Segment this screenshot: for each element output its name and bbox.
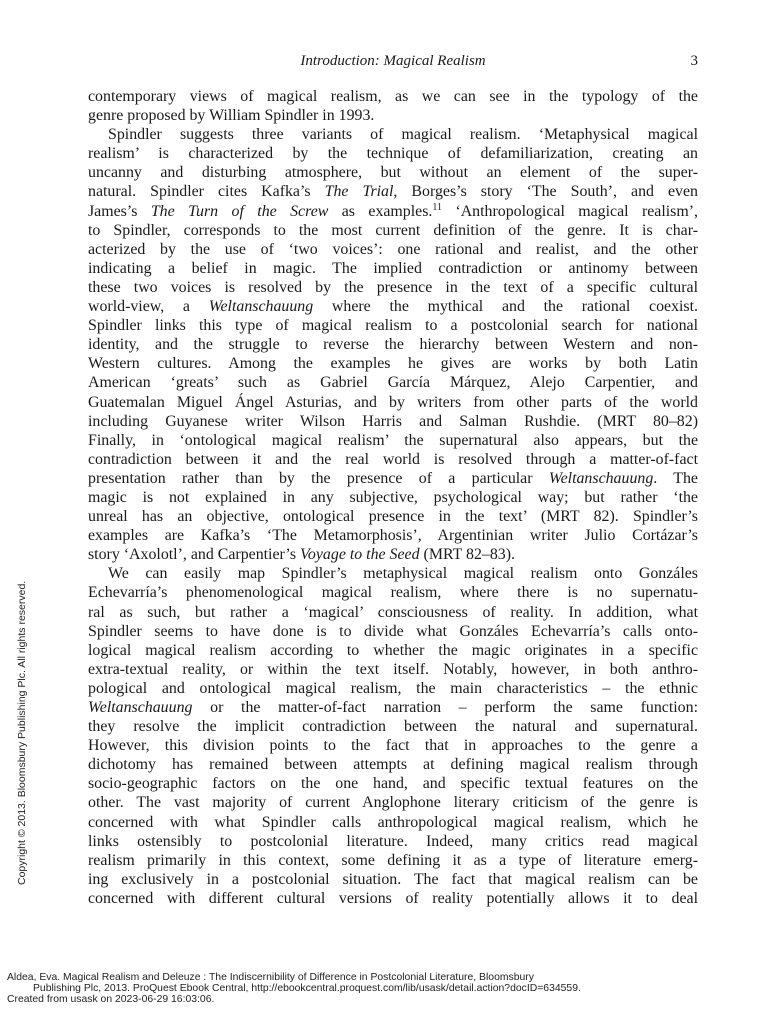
text-line: to Spindler, corresponds to the most current definition of the genre. It is char- (88, 221, 698, 239)
text-line: unreal has an objective, ontological presence in the text’ (MRT 82). Spindler’s (88, 508, 698, 526)
citation-footer (7, 972, 762, 1005)
text-line: uncanny and disturbing atmosphere, but without an element of the super- (88, 164, 698, 182)
text-line: indicating a belief in magic. The implied contradiction or antinomy between (88, 259, 698, 277)
text-line: presentation rather than by the presence of a particular Weltanschauung. The (88, 469, 698, 487)
text-line: contradiction between it and the real world is resolved through a matter-of-fact (88, 450, 698, 468)
italic-title: Voyage to the Seed (299, 546, 420, 564)
text-line: socio-geographic factors on the one hand, and specific textual features on the (88, 775, 698, 793)
text-line: they resolve the implicit contradiction between the natural and supernatural. (88, 718, 698, 736)
text-line: magic is not explained in any subjective, psychological way; but rather ‘the (88, 488, 698, 506)
created-line: Created from usask on 2023-06-29 16:03:06. (7, 994, 215, 1005)
text-line: We can easily map Spindler’s metaphysical magical realism onto Gonzáles (108, 565, 698, 583)
text-line: logical magical realism according to whether the magic originates in a specific (88, 641, 698, 659)
copyright-notice: Copyright © 2013. Bloomsbury Publishing Plc. All rights reserved. (16, 580, 28, 885)
citation-line: Publishing Plc, 2013. ProQuest Ebook Central, http://ebookcentral.proquest.com/lib/usask/detail.action?docID=634559. (33, 983, 581, 994)
text-line: extra-textual reality, or within the text itself. Notably, however, in both anthro- (88, 660, 698, 678)
text-line: Finally, in ‘ontological magical realism’ the supernatural also appears, but the (88, 431, 698, 449)
text-line: natural. Spindler cites Kafka’s The Trial, Borges’s story ‘The South’, and even (88, 183, 698, 201)
text-line: identity, and the struggle to reverse the hierarchy between Western and non- (88, 336, 698, 354)
italic-title: The Turn of the Screw (150, 202, 329, 220)
text-line: pological and ontological magical realism, the main characteristics – the ethnic (88, 679, 698, 697)
text-line: James’s The Turn of the Screw as examples.$^{11}$ ‘Anthropological magical realism’, (88, 201, 698, 220)
text-line: realism primarily in this context, some defining it as a type of literature emerg- (88, 851, 698, 869)
text-line: However, this division points to the fact that in approaches to the genre a (88, 737, 698, 755)
text-line: concerned with different cultural versions of reality potentially allows it to deal (88, 889, 698, 907)
text-line: genre proposed by William Spindler in 1993. (88, 107, 375, 125)
italic-term: Weltanschauung (88, 699, 193, 716)
text-line: concerned with what Spindler calls anthropological magical realism, which he (88, 813, 698, 831)
text-line: Spindler links this type of magical realism to a postcolonial search for national (88, 317, 698, 335)
page-number: 3 (690, 53, 698, 69)
text-line: examples are Kafka’s ‘The Metamorphosis’, Argentinian writer Julio Cortázar’s (88, 527, 698, 545)
text-line: acterized by the use of ‘two voices’: one rational and realist, and the other (88, 240, 698, 258)
citation-line: Aldea, Eva. Magical Realism and Deleuze : The Indiscernibility of Difference in Postcolonial Literature, Bloomsbury (7, 972, 534, 983)
text-line: including Guyanese writer Wilson Harris and Salman Rushdie. (MRT 80–82) (88, 412, 698, 430)
text-line: Guatemalan Miguel Ángel Asturias, and by writers from other parts of the world (88, 393, 698, 411)
text-line: story ‘Axolotl’, and Carpentier’s Voyage to the Seed (MRT 82–83). (88, 546, 515, 564)
running-title: Introduction: Magical Realism (300, 53, 486, 69)
text-line: Western cultures. Among the examples he gives are works by both Latin (88, 355, 698, 373)
text-line: Weltanschauung or the matter-of-fact narration – perform the same function: (88, 699, 698, 716)
text-line: dichotomy has remained between attempts at defining magical realism through (88, 756, 698, 774)
text-line: American ‘greats’ such as Gabriel García Márquez, Alejo Carpentier, and (88, 374, 698, 392)
footnote-ref: 11 (432, 201, 443, 213)
text-line: links ostensibly to postcolonial literature. Indeed, many critics read magical (88, 832, 698, 850)
italic-term: Weltanschauung (208, 298, 314, 316)
text-line: Spindler suggests three variants of magical realism. ‘Metaphysical magical (108, 126, 698, 144)
text-line: contemporary views of magical realism, as we can see in the typology of the (88, 88, 698, 105)
text-line: world-view, a Weltanschauung where the mythical and the rational coexist. (88, 298, 699, 316)
text-line: realism’ is characterized by the technique of defamiliarization, creating an (88, 145, 698, 163)
italic-title: The Trial (324, 183, 394, 201)
text-line: these two voices is resolved by the presence in the text of a specific cultural (88, 278, 698, 296)
italic-term: Weltanschauung (548, 469, 654, 487)
text-line: Spindler seems to have done is to divide what Gonzáles Echevarría’s calls onto- (88, 622, 698, 640)
body-text (88, 87, 698, 908)
text-line: other. The vast majority of current Anglophone literary criticism of the genre is (88, 794, 698, 812)
running-head (88, 53, 698, 73)
text-line: ing exclusively in a postcolonial situation. The fact that magical realism can be (88, 870, 698, 888)
text-line: ral as such, but rather a ‘magical’ consciousness of reality. In addition, what (88, 603, 698, 621)
text-line: Echevarría’s phenomenological magical realism, where there is no supernatu- (88, 584, 698, 602)
